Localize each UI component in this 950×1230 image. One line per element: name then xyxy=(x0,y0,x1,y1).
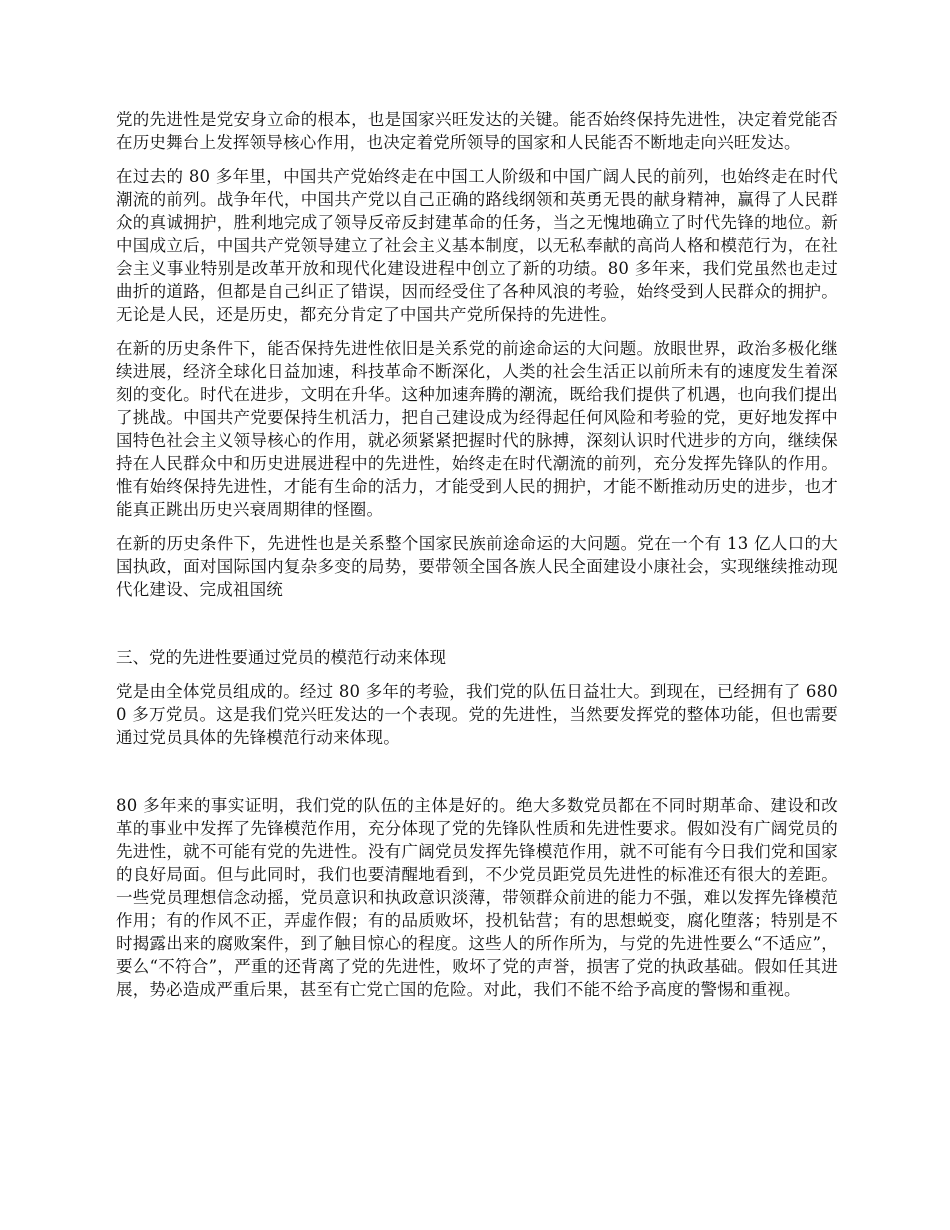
section-heading: 三、党的先进性要通过党员的模范行动来体现 xyxy=(116,648,446,667)
section-paragraph-1: 党是由全体党员组成的。经过 80 多年的考验，我们党的队伍日益壮大。到现在，已经拥有了 6800 多万党员。这是我们党兴旺发达的一个表现。党的先进性，当然要发挥党的整体功能，但也需要通过党员具体的先锋模范行动来体现。 xyxy=(116,682,838,747)
spacer xyxy=(116,760,838,794)
spacer xyxy=(116,612,838,646)
section-paragraph-2: 80 多年来的事实证明，我们党的队伍的主体是好的。绝大多数党员都在不同时期革命、建设和改革的事业中发挥了先锋模范作用，充分体现了党的先锋队性质和先进性要求。假如没有广阔党员的先进性，就不可能有党的先进性。没有广阔党员发挥先锋模范作用，就不可能有今日我们党和国家的良好局面。但与此同时，我们也要清醒地看到，不少党员距党员先进性的标准还有很大的差距。一些党员理想信念动摇，党员意识和执政意识淡薄，带领群众前进的能力不强，难以发挥先锋模范作用；有的作风不正，弄虚作假；有的品质败坏，投机钻营；有的思想蜕变，腐化堕落；特别是不时揭露出来的腐败案件，到了触目惊心的程度。这些人的所作所为，与党的先进性要么“不适应”，要么“不符合”，严重的还背离了党的先进性，败坏了党的声誉，损害了党的执政基础。假如任其进展，势必造成严重后果，甚至有亡党亡国的危险。对此，我们不能不给予高度的警惕和重视。 xyxy=(116,796,838,999)
paragraph-3: 在新的历史条件下，能否保持先进性依旧是关系党的前途命运的大问题。放眼世界，政治多极化继续进展，经济全球化日益加速，科技革命不断深化，人类的社会生活正以前所未有的速度发生着深刻的变化。时代在进步，文明在升华。这种加速奔腾的潮流，既给我们提供了机遇，也向我们提出了挑战。中国共产党要保持生机活力，把自己建设成为经得起任何风险和考验的党，更好地发挥中国特色社会主义领导核心的作用，就必须紧紧把握时代的脉搏，深刻认识时代进步的方向，继续保持在人民群众中和历史进展进程中的先进性，始终走在时代潮流的前列，充分发挥先锋队的作用。惟有始终保持先进性，才能有生命的活力，才能受到人民的拥护，才能不断推动历史的进步，也才能真正跳出历史兴衰周期律的怪圈。 xyxy=(116,339,838,519)
paragraph-1: 党的先进性是党安身立命的根本，也是国家兴旺发达的关键。能否始终保持先进性，决定着党能否在历史舞台上发挥领导核心作用，也决定着党所领导的国家和人民能否不断地走向兴旺发达。 xyxy=(116,110,838,152)
paragraph-2: 在过去的 80 多年里，中国共产党始终走在中国工人阶级和中国广阔人民的前列，也始终走在时代潮流的前列。战争年代，中国共产党以自己正确的路线纲领和英勇无畏的献身精神，赢得了人民群众的真诚拥护，胜利地完成了领导反帝反封建革命的任务，当之无愧地确立了时代先锋的地位。新中国成立后，中国共产党领导建立了社会主义基本制度，以无私奉献的高尚人格和模范行为，在社会主义事业特别是改革开放和现代化建设进程中创立了新的功绩。80 多年来，我们党虽然也走过曲折的道路，但都是自己纠正了错误，因而经受住了各种风浪的考验，始终受到人民群众的拥护。无论是人民，还是历史，都充分肯定了中国共产党所保持的先进性。 xyxy=(116,167,838,324)
document-page xyxy=(116,108,838,1012)
paragraph-4: 在新的历史条件下，先进性也是关系整个国家民族前途命运的大问题。党在一个有 13 亿人口的大国执政，面对国际国内复杂多变的局势，要带领全国各族人民全面建设小康社会，实现继续推动现代化建设、完成祖国统 xyxy=(116,534,838,599)
